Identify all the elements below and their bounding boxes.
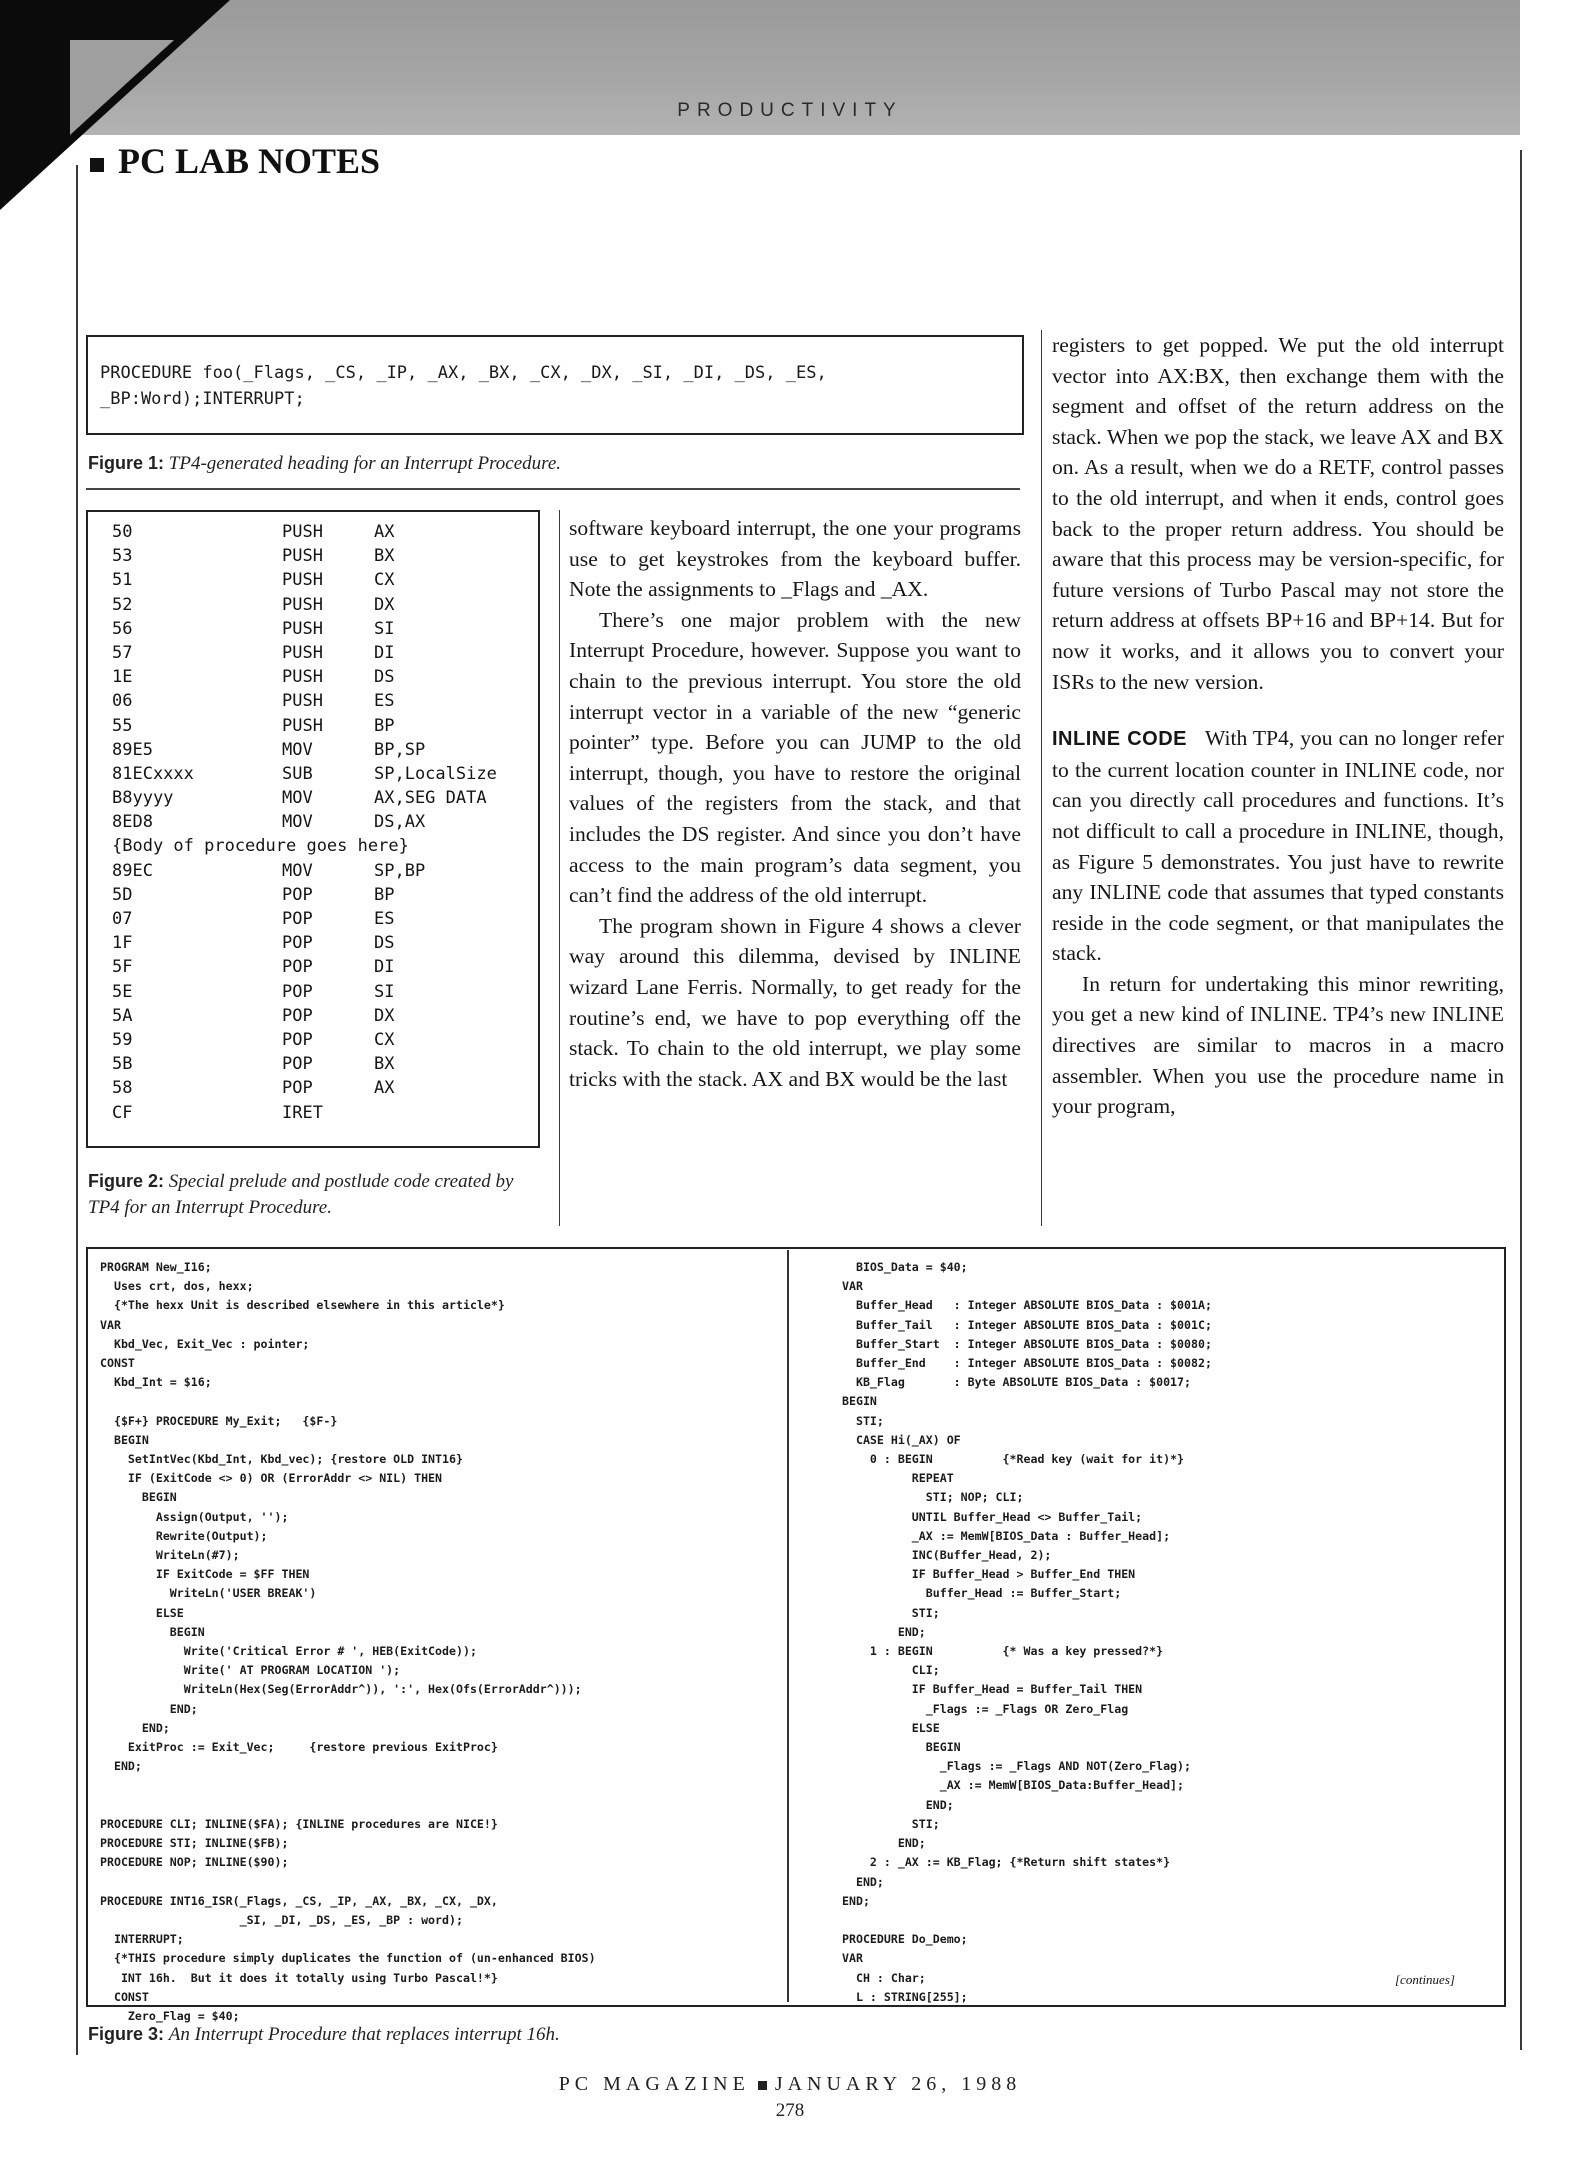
asm-row <box>112 812 497 836</box>
asm-mnemonic: MOV <box>282 788 313 809</box>
asm-opcode: 8ED8 <box>112 812 153 833</box>
left-column-rule <box>76 165 78 2055</box>
asm-opcode: 1E <box>112 667 133 688</box>
asm-row <box>112 546 497 570</box>
asm-opcode: 55 <box>112 715 133 736</box>
asm-opcode: 06 <box>112 691 133 712</box>
page-title-text: PC LAB NOTES <box>118 141 381 181</box>
asm-row <box>112 570 497 594</box>
asm-row <box>112 740 497 764</box>
asm-opcode: 5B <box>112 1054 133 1075</box>
figure1-caption-label: Figure 1: <box>88 453 165 473</box>
asm-operand: DX <box>374 1005 395 1026</box>
figure1-caption-text: TP4-generated heading for an Interrupt Procedure. <box>168 453 562 474</box>
middle-paragraph-1: software keyboard interrupt, the one your programs use to get keystrokes from the keyboard buffer. Note the assignments to _Flags and _AX. <box>569 516 1021 602</box>
asm-row <box>112 1078 497 1102</box>
right-paragraph-2: With TP4, you can no longer refer to the current location counter in INLINE code, nor can you directly call procedures and functions. It’s not difficult to call a procedure in INLINE, though, as Figure 5 demonstrates. You just have to rewrite any INLINE code that assumes that typed constants reside in the code segment, or that manipulates the stack. <box>1052 726 1504 966</box>
figure2-caption-label: Figure 2: <box>88 1171 165 1191</box>
asm-row <box>112 836 497 860</box>
asm-mnemonic: POP <box>282 933 313 954</box>
figure3-caption <box>88 2024 560 2046</box>
page-title <box>90 140 380 182</box>
figure3-right-code: BIOS_Data = $40; VAR Buffer_Head : Integer ABSOLUTE BIOS_Data : $001A; Buffer_Tail : Integer ABSOLUTE BIOS_Data : $001C; Buffer_Start : Integer ABSOLUTE BIOS_Data : $0080; Buffer_End : Integer ABSOLUTE BIOS_Data : $0082; KB_Flag : Byte ABSOLUTE BIOS_Data : $0017; BEGIN STI; CASE Hi(_AX) OF 0 : BEGIN {*Read key (wait for it)*} REPEAT STI; NOP; CLI; UNTIL Buffer_Head <> Buffer_Tail; _AX := MemW[BIOS_Data : Buffer_Head]; INC(Buffer_Head, 2); IF Buffer_Head > Buffer_End THEN Buffer_Head := Buffer_Start; STI; END; 1 : BEGIN {* Was a key pressed?*} CLI; IF Buffer_Head = Buffer_Tail THEN _Flags := _Flags OR Zero_Flag ELSE BEGIN _Flags := _Flags AND NOT(Zero_Flag); _AX := MemW[BIOS_Data:Buffer_Head]; END; STI; END; 2 : _AX := KB_Flag; {*Return shift states*} END; END; PROCEDURE Do_Demo; VAR CH : Char; L : STRING[255]; <box>842 1260 1212 2004</box>
asm-mnemonic: PUSH <box>282 715 323 736</box>
inline-code-heading: INLINE CODE <box>1052 728 1187 751</box>
asm-comment: {Body of procedure goes here} <box>112 836 409 857</box>
asm-opcode: 58 <box>112 1078 133 1099</box>
asm-row <box>112 957 497 981</box>
asm-mnemonic: POP <box>282 1029 313 1050</box>
figure1-code-line1: PROCEDURE foo(_Flags, _CS, _IP, _AX, _BX, _CX, _DX, _SI, _DI, _DS, _ES, <box>100 363 827 383</box>
asm-row <box>112 643 497 667</box>
asm-opcode: 5E <box>112 981 133 1002</box>
asm-mnemonic: MOV <box>282 860 313 881</box>
asm-operand: DI <box>374 957 395 978</box>
asm-opcode: 52 <box>112 594 133 615</box>
asm-row <box>112 764 497 788</box>
asm-opcode: 53 <box>112 546 133 567</box>
asm-opcode: 89EC <box>112 860 153 881</box>
figure2-caption-text: Special prelude and postlude code created by TP4 for an Interrupt Procedure. <box>88 1171 514 1218</box>
asm-operand: BX <box>374 546 395 567</box>
asm-row <box>112 595 497 619</box>
middle-paragraph-3: The program shown in Figure 4 shows a clever way around this dilemma, devised by INLINE wizard Lane Ferris. Normally, to get ready for the routine’s end, we have to pop everything off the stack. To chain to the old interrupt, we play some tricks with the stack. AX and BX would be the last <box>569 913 1021 1091</box>
asm-operand: DS <box>374 933 395 954</box>
asm-row <box>112 788 497 812</box>
asm-opcode: 07 <box>112 909 133 929</box>
footer <box>400 2073 1180 2096</box>
asm-operand: ES <box>374 909 395 929</box>
asm-operand: CX <box>374 570 395 591</box>
asm-opcode: 5A <box>112 1005 133 1026</box>
figure1-caption <box>88 453 561 475</box>
asm-row <box>112 691 497 715</box>
asm-operand: BP <box>374 715 395 736</box>
asm-opcode: 5D <box>112 884 133 905</box>
figure3-left-code: PROGRAM New_I16; Uses crt, dos, hexx; {*The hexx Unit is described elsewhere in this article*} VAR Kbd_Vec, Exit_Vec : pointer; CONST Kbd_Int = $16; {$F+} PROCEDURE My_Exit; {$F-} BEGIN SetIntVec(Kbd_Int, Kbd_vec); {restore OLD INT16} IF (ExitCode <> 0) OR (ErrorAddr <> NIL) THEN BEGIN Assign(Output, ''); Rewrite(Output); WriteLn(#7); IF ExitCode = $FF THEN WriteLn('USER BREAK') ELSE BEGIN Write('Critical Error # ', HEB(ExitCode)); Write(' AT PROGRAM LOCATION '); WriteLn(Hex(Seg(ErrorAddr^)), ':', Hex(Ofs(ErrorAddr^))); END; END; ExitProc := Exit_Vec; {restore previous ExitProc} END; PROCEDURE CLI; INLINE($FA); {INLINE procedures are NICE!} PROCEDURE STI; INLINE($FB); PROCEDURE NOP; INLINE($90); PROCEDURE INT16_ISR(_Flags, _CS, _IP, _AX, _BX, _CX, _DX, _SI, _DI, _DS, _ES, _BP : word); INTERRUPT; {*THIS procedure simply duplicates the function of (un-enhanced BIOS) INT 16h. But it does it totally using Turbo Pascal!*} CONST Zero_Flag = $40; <box>100 1260 596 2023</box>
bullet-square-icon <box>90 158 104 172</box>
asm-operand: DS <box>374 667 395 688</box>
asm-mnemonic: PUSH <box>282 642 323 663</box>
asm-opcode: B8yyyy <box>112 788 174 809</box>
asm-row <box>112 667 497 691</box>
asm-operand: SI <box>374 981 395 1002</box>
asm-mnemonic: PUSH <box>282 618 323 639</box>
asm-row <box>112 861 497 885</box>
asm-opcode: 5F <box>112 957 133 978</box>
middle-paragraph-2: There’s one major problem with the new Interrupt Procedure, however. Suppose you want to chain to the previous interrupt. You store the old interrupt vector in a variable of the new “generic pointer” type. Before you can JUMP to the old interrupt, though, you have to restore the original values of the registers from the stack, and that includes the DS register. And since you don’t have access to the main program’s data segment, you can’t find the address of the old interrupt. <box>569 607 1021 908</box>
asm-operand: SP,BP <box>374 860 426 881</box>
asm-operand: AX,SEG DATA <box>374 788 487 809</box>
right-paragraph-3: In return for undertaking this minor rewriting, you get a new kind of INLINE. TP4’s new INLINE directives are similar to macros in a macro assembler. When you use the procedure name in your program, <box>1052 971 1504 1119</box>
asm-opcode: 57 <box>112 642 133 663</box>
asm-row <box>112 1103 497 1127</box>
asm-mnemonic: PUSH <box>282 667 323 688</box>
right-paragraph-1: registers to get popped. We put the old interrupt vector into AX:BX, then exchange them with the segment and offset of the return address on the stack. When we pop the stack, we leave AX and BX on. As a result, when we do a RETF, control passes to the old interrupt, and when it ends, control goes back to the proper return address. You should be aware that this process may be version-specific, for future versions of Turbo Pascal may not store the return address at offsets BP+16 and BP+14. But for now it works, and it allows you to convert your ISRs to the new version. <box>1052 333 1504 694</box>
asm-mnemonic: POP <box>282 909 313 929</box>
asm-operand: CX <box>374 1029 395 1050</box>
asm-operand: DI <box>374 642 395 663</box>
figure3-divider <box>787 1250 789 2002</box>
right-text-rule <box>1041 330 1042 1226</box>
asm-mnemonic: PUSH <box>282 546 323 567</box>
asm-opcode: 56 <box>112 618 133 639</box>
asm-operand: SP,LocalSize <box>374 763 497 784</box>
asm-operand: BX <box>374 1054 395 1075</box>
asm-mnemonic: MOV <box>282 812 313 833</box>
asm-mnemonic: SUB <box>282 763 313 784</box>
asm-mnemonic: POP <box>282 1005 313 1026</box>
figure1-code-line2: _BP:Word);INTERRUPT; <box>100 389 305 409</box>
asm-operand: BP <box>374 884 395 905</box>
asm-operand: DX <box>374 594 395 615</box>
corner-triangle-inner <box>70 40 174 135</box>
section-label: PRODUCTIVITY <box>677 100 903 121</box>
asm-row <box>112 982 497 1006</box>
asm-opcode: 1F <box>112 933 133 954</box>
asm-operand: DS,AX <box>374 812 426 833</box>
footer-date: JANUARY 26, 1988 <box>774 2073 1022 2095</box>
asm-mnemonic: PUSH <box>282 522 323 542</box>
asm-operand: AX <box>374 1078 395 1099</box>
asm-opcode: 51 <box>112 570 133 591</box>
footer-magazine: PC MAGAZINE <box>558 2073 750 2095</box>
asm-row <box>112 885 497 909</box>
figure2-caption <box>88 1168 528 1221</box>
asm-mnemonic: PUSH <box>282 570 323 591</box>
figure3-caption-text: An Interrupt Procedure that replaces interrupt 16h. <box>168 2024 560 2045</box>
asm-mnemonic: POP <box>282 1054 313 1075</box>
continues-note: [continues] <box>1395 1972 1455 1987</box>
footer-square-icon <box>758 2081 767 2090</box>
page-number: 278 <box>775 2100 805 2121</box>
asm-row <box>112 619 497 643</box>
asm-operand: SI <box>374 618 395 639</box>
asm-row <box>112 1030 497 1054</box>
asm-mnemonic: IRET <box>282 1102 323 1123</box>
asm-operand: ES <box>374 691 395 712</box>
asm-mnemonic: POP <box>282 957 313 978</box>
asm-row <box>112 522 497 546</box>
figure3-caption-label: Figure 3: <box>88 2024 165 2044</box>
asm-opcode: 81ECxxxx <box>112 763 194 784</box>
asm-mnemonic: POP <box>282 981 313 1002</box>
right-column-rule <box>1520 150 1522 2050</box>
asm-mnemonic: PUSH <box>282 691 323 712</box>
asm-row <box>112 716 497 740</box>
asm-operand: AX <box>374 522 395 542</box>
asm-opcode: 89E5 <box>112 739 153 760</box>
figure1-rule <box>86 488 1020 490</box>
asm-operand: BP,SP <box>374 739 426 760</box>
figure1-code <box>100 360 1020 412</box>
right-column <box>1052 330 1504 1122</box>
asm-mnemonic: POP <box>282 884 313 905</box>
asm-mnemonic: MOV <box>282 739 313 760</box>
asm-opcode: 50 <box>112 522 133 542</box>
asm-opcode: 59 <box>112 1029 133 1050</box>
asm-row <box>112 909 497 933</box>
asm-row <box>112 1006 497 1030</box>
asm-mnemonic: POP <box>282 1078 313 1099</box>
middle-column-rule <box>559 510 560 1226</box>
asm-opcode: CF <box>112 1102 133 1123</box>
asm-mnemonic: PUSH <box>282 594 323 615</box>
figure2-listing <box>112 522 497 1127</box>
middle-column <box>569 513 1021 1094</box>
asm-row <box>112 933 497 957</box>
asm-row <box>112 1054 497 1078</box>
